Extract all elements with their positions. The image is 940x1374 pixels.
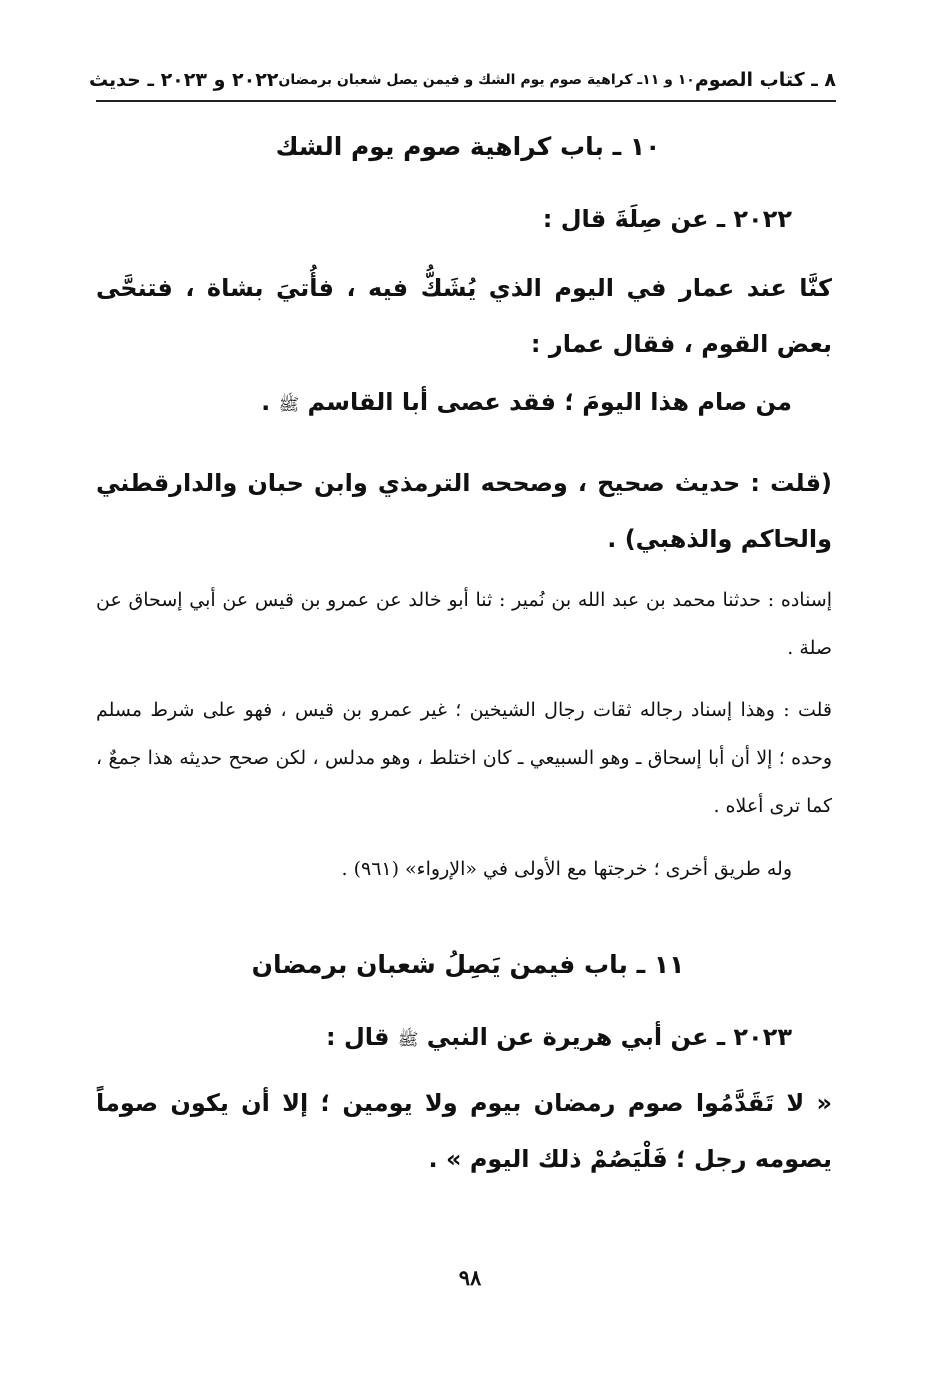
salawat-honorific: ﷺ [397, 1030, 419, 1050]
hadith-2022-isnad: إسناده : حدثنا محمد بن عبد الله بن نُمير : ثنا أبو خالد عن عمرو بن قيس عن أبي إسحاق عن صلة . [96, 589, 833, 659]
hadith-2022-grading: (قلت : حديث صحيح ، وصححه الترمذي وابن حبان والدارقطني والحاكم والذهبي) . [96, 469, 832, 553]
running-header [88, 60, 836, 100]
chapter-10-title: ١٠ ـ باب كراهية صوم يوم الشك [275, 132, 661, 161]
header-chapter-titles: ١٠ و ١١ـ كراهية صوم يوم الشك و فيمن يصل شعبان برمضان [278, 72, 695, 88]
hadith-2023-heading-end: قال : [325, 1023, 390, 1051]
chapter-11-title: ١١ ـ باب فيمن يَصِلُ شعبان برمضان [251, 950, 685, 979]
header-divider [96, 100, 836, 102]
hadith-2022-quote-text: من صام هذا اليومَ ؛ فقد عصى أبا القاسم [307, 388, 792, 416]
hadith-2022-commentary: قلت : وهذا إسناد رجاله ثقات رجال الشيخين ؛ غير عمرو بن قيس ، فهو على شرط مسلم وحده ؛ إلا أن أبا إسحاق ـ وهو السبيعي ـ كان اختلط ، وهو مدلس ، لكن صحح حديثه هذا جمعٌ ، كما ترى أعلاه . [96, 699, 832, 817]
salawat-honorific: ﷺ [278, 395, 300, 415]
hadith-2022-quote [96, 388, 792, 419]
hadith-2023-heading-text: ٢٠٢٣ ـ عن أبي هريرة عن النبي [426, 1023, 792, 1051]
hadith-2022-narrative: كنَّا عند عمار في اليوم الذي يُشَكُّ فيه ، فأُتيَ بشاة ، فتنحَّى بعض القوم ، فقال عمار : [96, 274, 832, 358]
header-hadith-range: ٢٠٢٢ و ٢٠٢٣ ـ حديث [88, 69, 279, 91]
hadith-2023-heading [96, 1023, 792, 1054]
hadith-2022-other-route: وله طريق أخرى ؛ خرجتها مع الأولى في «الإرواء» (٩٦١) . [341, 858, 792, 880]
header-section-title: ٨ ـ كتاب الصوم [694, 69, 836, 91]
hadith-2022-quote-end: . [261, 388, 271, 416]
page-number: ٩٨ [458, 1265, 482, 1290]
hadith-2023-text: « لا تَقَدَّمُوا صوم رمضان بيوم ولا يومين ؛ إلا أن يكون صوماً يصومه رجل ؛ فَلْيَصُمْ ذلك اليوم » . [96, 1089, 832, 1173]
hadith-2022-heading: ٢٠٢٢ ـ عن صِلَةَ قال : [542, 205, 792, 233]
